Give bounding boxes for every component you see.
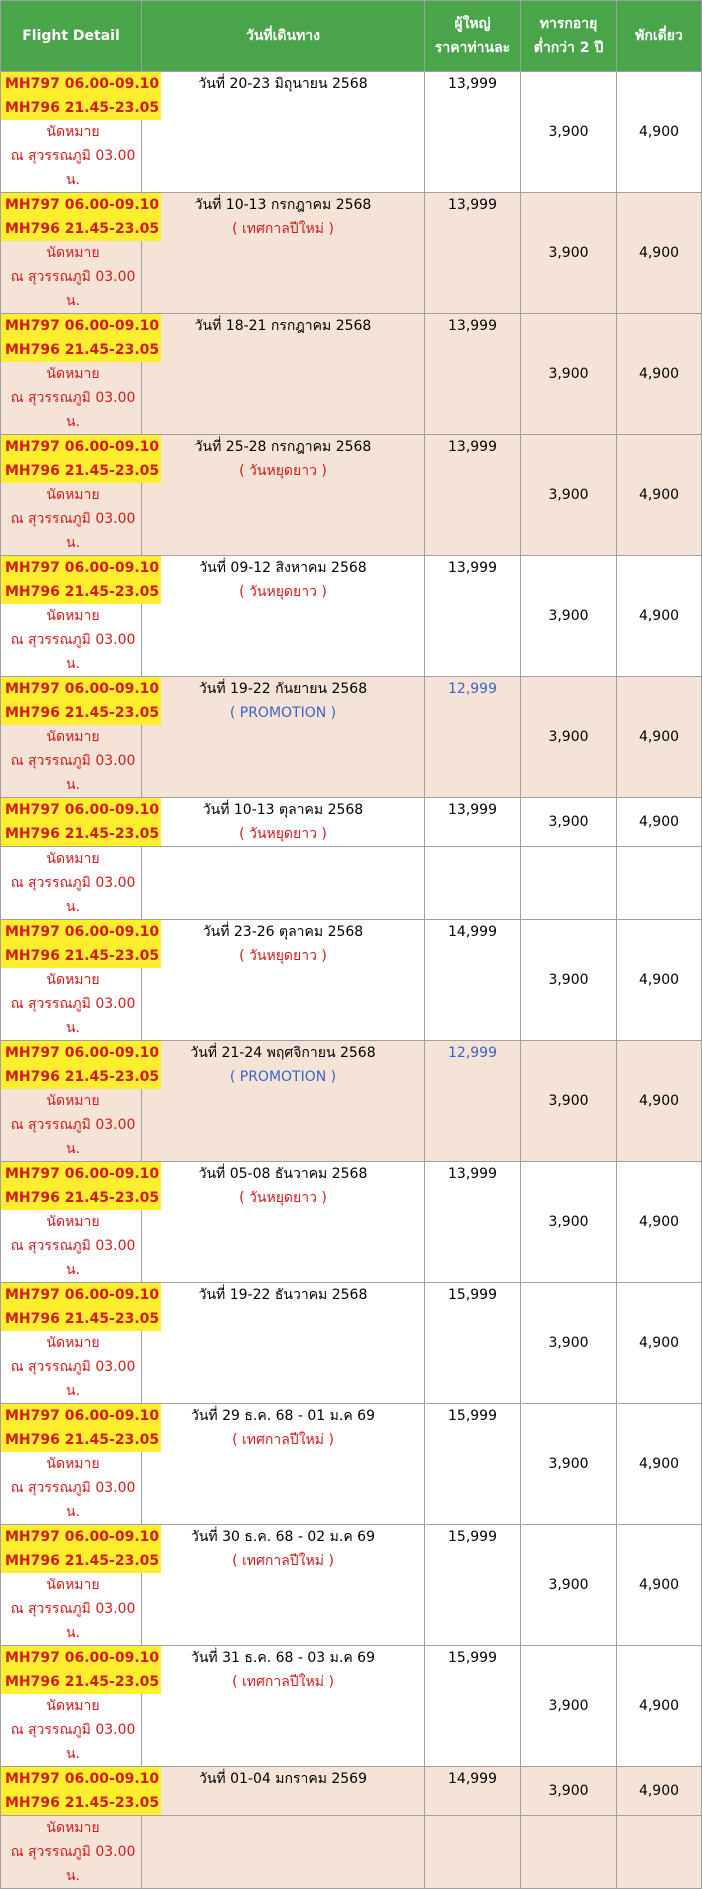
empty-cell <box>521 847 617 920</box>
return-flight: MH796 21.45-23.05 <box>1 1549 161 1573</box>
travel-date: วันที่ 05-08 ธันวาคม 2568 <box>198 1166 368 1182</box>
meeting-point-text: ณ สุวรรณภูมิ 03.00 <box>10 1359 136 1375</box>
meeting-point-text: นัดหมาย <box>46 1093 100 1109</box>
meeting-point-text: นัดหมาย <box>46 1335 100 1351</box>
meeting-point-text: นัดหมาย <box>46 1820 100 1836</box>
travel-date-cell <box>142 1162 425 1283</box>
flight-detail-cell <box>1 798 160 847</box>
travel-date: วันที่ 19-22 กันยายน 2568 <box>198 681 368 697</box>
adult-price: 12,999 <box>425 677 521 798</box>
adult-price: 13,999 <box>425 798 521 847</box>
table-row <box>1 677 702 798</box>
flight-detail-cell <box>1 1525 160 1646</box>
flight-detail-cell <box>1 72 160 193</box>
return-flight: MH796 21.45-23.05 <box>1 944 161 968</box>
adult-price: 14,999 <box>425 920 521 1041</box>
single-supplement-price: 4,900 <box>617 1525 702 1646</box>
return-flight: MH796 21.45-23.05 <box>1 1307 161 1331</box>
return-flight: MH796 21.45-23.05 <box>1 701 161 725</box>
single-supplement-price: 4,900 <box>617 1283 702 1404</box>
empty-cell <box>142 1816 425 1889</box>
flight-detail-cell <box>1 556 160 677</box>
outbound-flight: MH797 06.00-09.10 <box>1 556 161 580</box>
meeting-point-text: ณ สุวรรณภูมิ 03.00 <box>10 390 136 406</box>
return-flight: MH796 21.45-23.05 <box>1 1791 161 1815</box>
outbound-flight: MH797 06.00-09.10 <box>1 72 161 96</box>
return-flight: MH796 21.45-23.05 <box>1 459 161 483</box>
header-adult-line1: ผู้ใหญ่ <box>454 16 491 32</box>
return-flight: MH796 21.45-23.05 <box>1 1670 161 1694</box>
single-supplement-price: 4,900 <box>617 193 702 314</box>
outbound-flight: MH797 06.00-09.10 <box>1 677 161 701</box>
outbound-flight: MH797 06.00-09.10 <box>1 435 161 459</box>
meeting-point-text: นัดหมาย <box>46 851 100 867</box>
header-flight-detail: Flight Detail <box>1 1 142 72</box>
meeting-point-text: นัดหมาย <box>46 124 100 140</box>
flight-detail-cell <box>1 677 160 798</box>
infant-price: 3,900 <box>521 435 617 556</box>
holiday-note: ( เทศกาลปีใหม่ ) <box>232 1674 334 1690</box>
return-flight: MH796 21.45-23.05 <box>1 1428 161 1452</box>
meeting-point-text: ณ สุวรรณภูมิ 03.00 <box>10 511 136 527</box>
flight-detail-cell <box>1 1162 160 1283</box>
travel-date-cell <box>142 193 425 314</box>
table-row <box>1 72 702 193</box>
empty-cell <box>425 1816 521 1889</box>
table-row <box>1 920 702 1041</box>
outbound-flight: MH797 06.00-09.10 <box>1 1404 161 1428</box>
flight-detail-cell <box>1 1767 160 1816</box>
header-adult-price <box>425 1 521 72</box>
return-flight: MH796 21.45-23.05 <box>1 580 161 604</box>
adult-price: 13,999 <box>425 435 521 556</box>
flight-detail-cell <box>1 314 160 435</box>
meeting-point-text: น. <box>65 1504 81 1520</box>
outbound-flight: MH797 06.00-09.10 <box>1 1283 161 1307</box>
infant-price: 3,900 <box>521 1041 617 1162</box>
travel-date: วันที่ 20-23 มิถุนายน 2568 <box>198 76 368 92</box>
single-supplement-price: 4,900 <box>617 1404 702 1525</box>
promotion-note: ( PROMOTION ) <box>229 705 337 721</box>
single-supplement-price: 4,900 <box>617 556 702 677</box>
flight-detail-cell <box>1 435 160 556</box>
infant-price: 3,900 <box>521 193 617 314</box>
single-supplement-price: 4,900 <box>617 920 702 1041</box>
meeting-point-text: น. <box>65 656 81 672</box>
meeting-point-text: ณ สุวรรณภูมิ 03.00 <box>10 1480 136 1496</box>
table-row <box>1 193 702 314</box>
flight-detail-cell <box>1 1646 160 1767</box>
meeting-point-text: นัดหมาย <box>46 729 100 745</box>
travel-date: วันที่ 25-28 กรกฎาคม 2568 <box>194 439 372 455</box>
travel-date-cell <box>142 798 425 847</box>
meeting-point-text: น. <box>65 1141 81 1157</box>
infant-price: 3,900 <box>521 677 617 798</box>
table-row <box>1 556 702 677</box>
table-row <box>1 1525 702 1646</box>
infant-price: 3,900 <box>521 556 617 677</box>
travel-date: วันที่ 21-24 พฤศจิกายน 2568 <box>190 1045 376 1061</box>
table-header-row <box>1 1 702 72</box>
meeting-point-text: น. <box>65 1625 81 1641</box>
table-row <box>1 1162 702 1283</box>
meeting-point-text: นัดหมาย <box>46 608 100 624</box>
outbound-flight: MH797 06.00-09.10 <box>1 314 161 338</box>
table-body <box>1 72 702 1889</box>
infant-price: 3,900 <box>521 1646 617 1767</box>
return-flight: MH796 21.45-23.05 <box>1 338 161 362</box>
table-row <box>1 314 702 435</box>
meeting-point-text: ณ สุวรรณภูมิ 03.00 <box>10 1601 136 1617</box>
table-row <box>1 798 702 847</box>
travel-date-cell <box>142 314 425 435</box>
holiday-note: ( วันหยุดยาว ) <box>239 948 327 964</box>
adult-price: 15,999 <box>425 1283 521 1404</box>
single-supplement-price: 4,900 <box>617 677 702 798</box>
meeting-point-text: น. <box>65 1020 81 1036</box>
header-infant-price <box>521 1 617 72</box>
travel-date: วันที่ 19-22 ธันวาคม 2568 <box>198 1287 368 1303</box>
meeting-point-text: น. <box>65 1383 81 1399</box>
table-row-continuation <box>1 847 702 920</box>
meeting-point-text: น. <box>65 414 81 430</box>
travel-date: วันที่ 31 ธ.ค. 68 - 03 ม.ค 69 <box>191 1650 375 1666</box>
travel-date-cell <box>142 556 425 677</box>
flight-detail-cell <box>1 1404 160 1525</box>
return-flight: MH796 21.45-23.05 <box>1 822 161 846</box>
travel-date-cell <box>142 1767 425 1816</box>
table-row <box>1 1041 702 1162</box>
adult-price: 13,999 <box>425 314 521 435</box>
adult-price: 14,999 <box>425 1767 521 1816</box>
table-row <box>1 1646 702 1767</box>
meeting-point-text: นัดหมาย <box>46 1698 100 1714</box>
empty-cell <box>521 1816 617 1889</box>
meeting-point-text: น. <box>65 1746 81 1762</box>
flight-detail-cell <box>1 920 160 1041</box>
single-supplement-price: 4,900 <box>617 1646 702 1767</box>
travel-date: วันที่ 18-21 กรกฎาคม 2568 <box>194 318 372 334</box>
flight-detail-cell <box>1 1283 160 1404</box>
header-single-supplement: พักเดี่ยว <box>617 1 702 72</box>
infant-price: 3,900 <box>521 314 617 435</box>
return-flight: MH796 21.45-23.05 <box>1 96 161 120</box>
holiday-note: ( วันหยุดยาว ) <box>239 584 327 600</box>
infant-price: 3,900 <box>521 1283 617 1404</box>
travel-date: วันที่ 09-12 สิงหาคม 2568 <box>199 560 367 576</box>
empty-cell <box>142 847 425 920</box>
empty-cell <box>617 1816 702 1889</box>
meeting-point-text: น. <box>65 535 81 551</box>
meeting-point-text: นัดหมาย <box>46 1577 100 1593</box>
header-travel-date: วันที่เดินทาง <box>142 1 425 72</box>
header-infant-line2: ต่ำกว่า 2 ปี <box>533 40 604 56</box>
travel-date: วันที่ 10-13 ตุลาคม 2568 <box>202 802 364 818</box>
table-row <box>1 1404 702 1525</box>
meeting-point-text: ณ สุวรรณภูมิ 03.00 <box>10 148 136 164</box>
meeting-point-text: น. <box>65 293 81 309</box>
travel-date-cell <box>142 920 425 1041</box>
meeting-point-text: น. <box>65 777 81 793</box>
outbound-flight: MH797 06.00-09.10 <box>1 1041 161 1065</box>
infant-price: 3,900 <box>521 920 617 1041</box>
infant-price: 3,900 <box>521 1162 617 1283</box>
travel-date: วันที่ 10-13 กรกฎาคม 2568 <box>194 197 372 213</box>
meeting-point-text: ณ สุวรรณภูมิ 03.00 <box>10 1722 136 1738</box>
meeting-point-text: ณ สุวรรณภูมิ 03.00 <box>10 269 136 285</box>
travel-date-cell <box>142 435 425 556</box>
header-infant-line1: ทารกอายุ <box>539 16 598 32</box>
outbound-flight: MH797 06.00-09.10 <box>1 798 161 822</box>
single-supplement-price: 4,900 <box>617 435 702 556</box>
meeting-point-text: ณ สุวรรณภูมิ 03.00 <box>10 632 136 648</box>
outbound-flight: MH797 06.00-09.10 <box>1 1767 161 1791</box>
meeting-point-text: ณ สุวรรณภูมิ 03.00 <box>10 1844 136 1860</box>
adult-price: 15,999 <box>425 1525 521 1646</box>
holiday-note: ( วันหยุดยาว ) <box>239 826 327 842</box>
promotion-note: ( PROMOTION ) <box>229 1069 337 1085</box>
travel-date: วันที่ 29 ธ.ค. 68 - 01 ม.ค 69 <box>191 1408 375 1424</box>
table-row-continuation <box>1 1816 702 1889</box>
infant-price: 3,900 <box>521 72 617 193</box>
table-row <box>1 435 702 556</box>
adult-price: 13,999 <box>425 72 521 193</box>
meeting-point-text: ณ สุวรรณภูมิ 03.00 <box>10 753 136 769</box>
meeting-point-text: นัดหมาย <box>46 487 100 503</box>
holiday-note: ( เทศกาลปีใหม่ ) <box>232 1432 334 1448</box>
adult-price: 13,999 <box>425 1162 521 1283</box>
return-flight: MH796 21.45-23.05 <box>1 1065 161 1089</box>
outbound-flight: MH797 06.00-09.10 <box>1 193 161 217</box>
empty-cell <box>425 847 521 920</box>
flight-detail-cell <box>1 1816 142 1889</box>
meeting-point-text: ณ สุวรรณภูมิ 03.00 <box>10 1238 136 1254</box>
holiday-note: ( เทศกาลปีใหม่ ) <box>232 221 334 237</box>
outbound-flight: MH797 06.00-09.10 <box>1 1162 161 1186</box>
empty-cell <box>617 847 702 920</box>
single-supplement-price: 4,900 <box>617 72 702 193</box>
travel-date: วันที่ 23-26 ตุลาคม 2568 <box>202 924 364 940</box>
infant-price: 3,900 <box>521 1404 617 1525</box>
meeting-point-text: นัดหมาย <box>46 972 100 988</box>
adult-price: 15,999 <box>425 1646 521 1767</box>
single-supplement-price: 4,900 <box>617 1767 702 1816</box>
adult-price: 13,999 <box>425 556 521 677</box>
travel-date-cell <box>142 72 425 193</box>
single-supplement-price: 4,900 <box>617 314 702 435</box>
travel-date-cell <box>142 1283 425 1404</box>
travel-date: วันที่ 30 ธ.ค. 68 - 02 ม.ค 69 <box>191 1529 375 1545</box>
travel-date-cell <box>142 1404 425 1525</box>
outbound-flight: MH797 06.00-09.10 <box>1 1646 161 1670</box>
holiday-note: ( วันหยุดยาว ) <box>239 463 327 479</box>
return-flight: MH796 21.45-23.05 <box>1 217 161 241</box>
single-supplement-price: 4,900 <box>617 1162 702 1283</box>
header-adult-line2: ราคาท่านละ <box>434 40 511 56</box>
flight-detail-cell <box>1 847 142 920</box>
meeting-point-text: นัดหมาย <box>46 366 100 382</box>
flight-detail-cell <box>1 193 160 314</box>
single-supplement-price: 4,900 <box>617 1041 702 1162</box>
meeting-point-text: น. <box>65 172 81 188</box>
adult-price: 12,999 <box>425 1041 521 1162</box>
travel-date-cell <box>142 1041 425 1162</box>
travel-date-cell <box>142 677 425 798</box>
meeting-point-text: นัดหมาย <box>46 1214 100 1230</box>
return-flight: MH796 21.45-23.05 <box>1 1186 161 1210</box>
meeting-point-text: นัดหมาย <box>46 1456 100 1472</box>
flight-detail-cell <box>1 1041 160 1162</box>
holiday-note: ( เทศกาลปีใหม่ ) <box>232 1553 334 1569</box>
adult-price: 13,999 <box>425 193 521 314</box>
infant-price: 3,900 <box>521 1767 617 1816</box>
outbound-flight: MH797 06.00-09.10 <box>1 920 161 944</box>
infant-price: 3,900 <box>521 798 617 847</box>
meeting-point-text: น. <box>65 899 81 915</box>
meeting-point-text: น. <box>65 1262 81 1278</box>
adult-price: 15,999 <box>425 1404 521 1525</box>
meeting-point-text: นัดหมาย <box>46 245 100 261</box>
meeting-point-text: ณ สุวรรณภูมิ 03.00 <box>10 996 136 1012</box>
outbound-flight: MH797 06.00-09.10 <box>1 1525 161 1549</box>
travel-date-cell <box>142 1646 425 1767</box>
travel-date-cell <box>142 1525 425 1646</box>
table-row <box>1 1767 702 1816</box>
meeting-point-text: ณ สุวรรณภูมิ 03.00 <box>10 875 136 891</box>
table-row <box>1 1283 702 1404</box>
meeting-point-text: ณ สุวรรณภูมิ 03.00 <box>10 1117 136 1133</box>
meeting-point-text: น. <box>65 1868 81 1884</box>
holiday-note: ( วันหยุดยาว ) <box>239 1190 327 1206</box>
single-supplement-price: 4,900 <box>617 798 702 847</box>
travel-date: วันที่ 01-04 มกราคม 2569 <box>199 1771 367 1787</box>
infant-price: 3,900 <box>521 1525 617 1646</box>
